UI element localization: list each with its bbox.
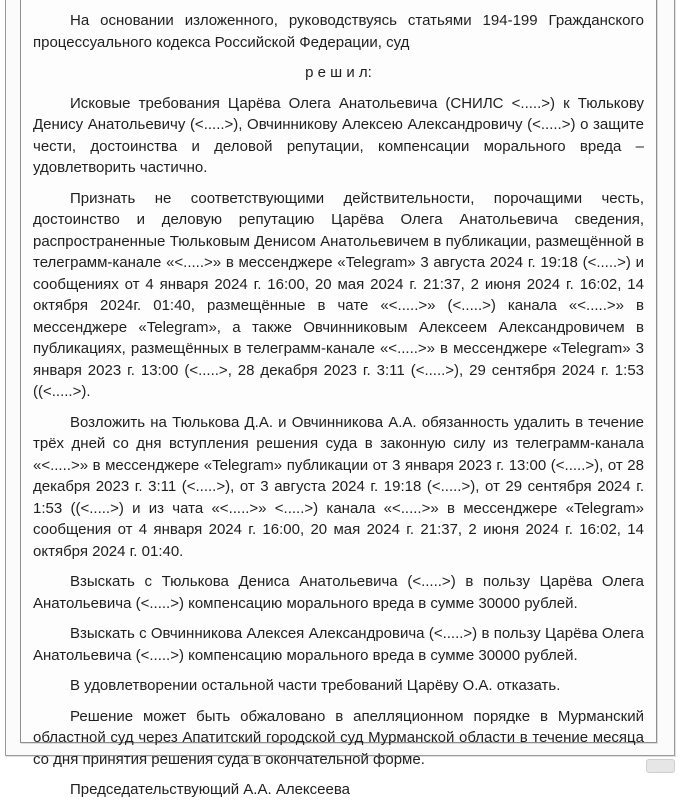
paragraph-obligation: Возложить на Тюлькова Д.А. и Овчинникова А.А. обязанность удалить в течение трёх дней со дня вступления решения суда в законную силу из телеграмм-канала «<.....>» в мессенджере «Telegram» публикации от 3 января 2023 г. 13:00 (<.....>), от 28 декабря 2023 г. 3:11 (<.....>), от 3 августа 2024 г. 19:18 (<.....>), от 29 сентября 2024 г. 1:53 ((<.....>) и из чата «<.....>» <.....>) канала «<.....>» в мессенджере «Telegram» сообщения от 4 января 2024 г. 16:00, 20 мая 2024 г. 21:37, 2 июня 2024 г. 16:02, 14 октября 2024 г. 01:40. <box>33 413 644 560</box>
paragraph-refusal: В удовлетворении остальной части требований Царёву О.А. отказать. <box>70 677 561 694</box>
scrollbar-thumb[interactable] <box>646 759 675 773</box>
signature-line: Председательствующий А.А. Алексеева <box>70 781 350 798</box>
resolution-marker: р е ш и л: <box>305 64 372 81</box>
paragraph-compensation-ovchinnikov: Взыскать с Овчинникова Алексея Александровича (<.....>) в пользу Царёва Олега Анатольевича (<.....>) компенсацию морального вреда в сумме 30000 рублей. <box>33 625 644 664</box>
paragraph-appeal: Решение может быть обжаловано в апелляционном порядке в Мурманский областной суд через Апатитский городской суд Мурманской области в течение месяца со дня принятия решения суда в окончательной форме. <box>33 707 644 768</box>
court-decision-document <box>20 0 657 798</box>
paragraph-basis: На основании изложенного, руководствуясь статьями 194-199 Гражданского процессуального кодекса Российской Федерации, суд <box>33 12 644 51</box>
paragraph-claims: Исковые требования Царёва Олега Анатольевича (СНИЛС <.....>) к Тюлькову Денису Анатольевичу (<.....>), Овчинникову Алексею Александровичу (<.....>) о защите чести, достоинства и деловой репутации, компенсации морального вреда – удовлетворить частично. <box>33 94 644 176</box>
document-content <box>21 0 656 801</box>
paragraph-compensation-tyulkov: Взыскать с Тюлькова Дениса Анатольевича (<.....>) в пользу Царёва Олега Анатольевича (<.....>) компенсацию морального вреда в сумме 30000 рублей. <box>33 573 644 612</box>
paragraph-recognize: Признать не соответствующими действительности, порочащими честь, достоинство и деловую репутацию Царёва Олега Анатольевича сведения, распространенные Тюльковым Денисом Анатольевичем в публикации, размещённой в телеграмм-канале «<.....>» в мессенджере «Telegram» 3 августа 2024 г. 19:18 (<.....>) и сообщениях от 4 января 2024 г. 16:00, 20 мая 2024 г. 21:37, 2 июня 2024 г. 16:02, 14 октября 2024г. 01:40, размещённые в чате «<.....>» (<.....>) канала «<.....>» в мессенджере «Telegram», а также Овчинниковым Алексеем Александровичем в публикациях, размещённых в телеграмм-канале «<.....>» в мессенджере «Telegram» 3 января 2023 г. 13:00 (<.....>, 28 декабря 2023 г. 3:11 (<.....>), 29 сентября 2024 г. 1:53 ((<.....>). <box>33 189 644 400</box>
document-outer-frame <box>5 0 675 798</box>
